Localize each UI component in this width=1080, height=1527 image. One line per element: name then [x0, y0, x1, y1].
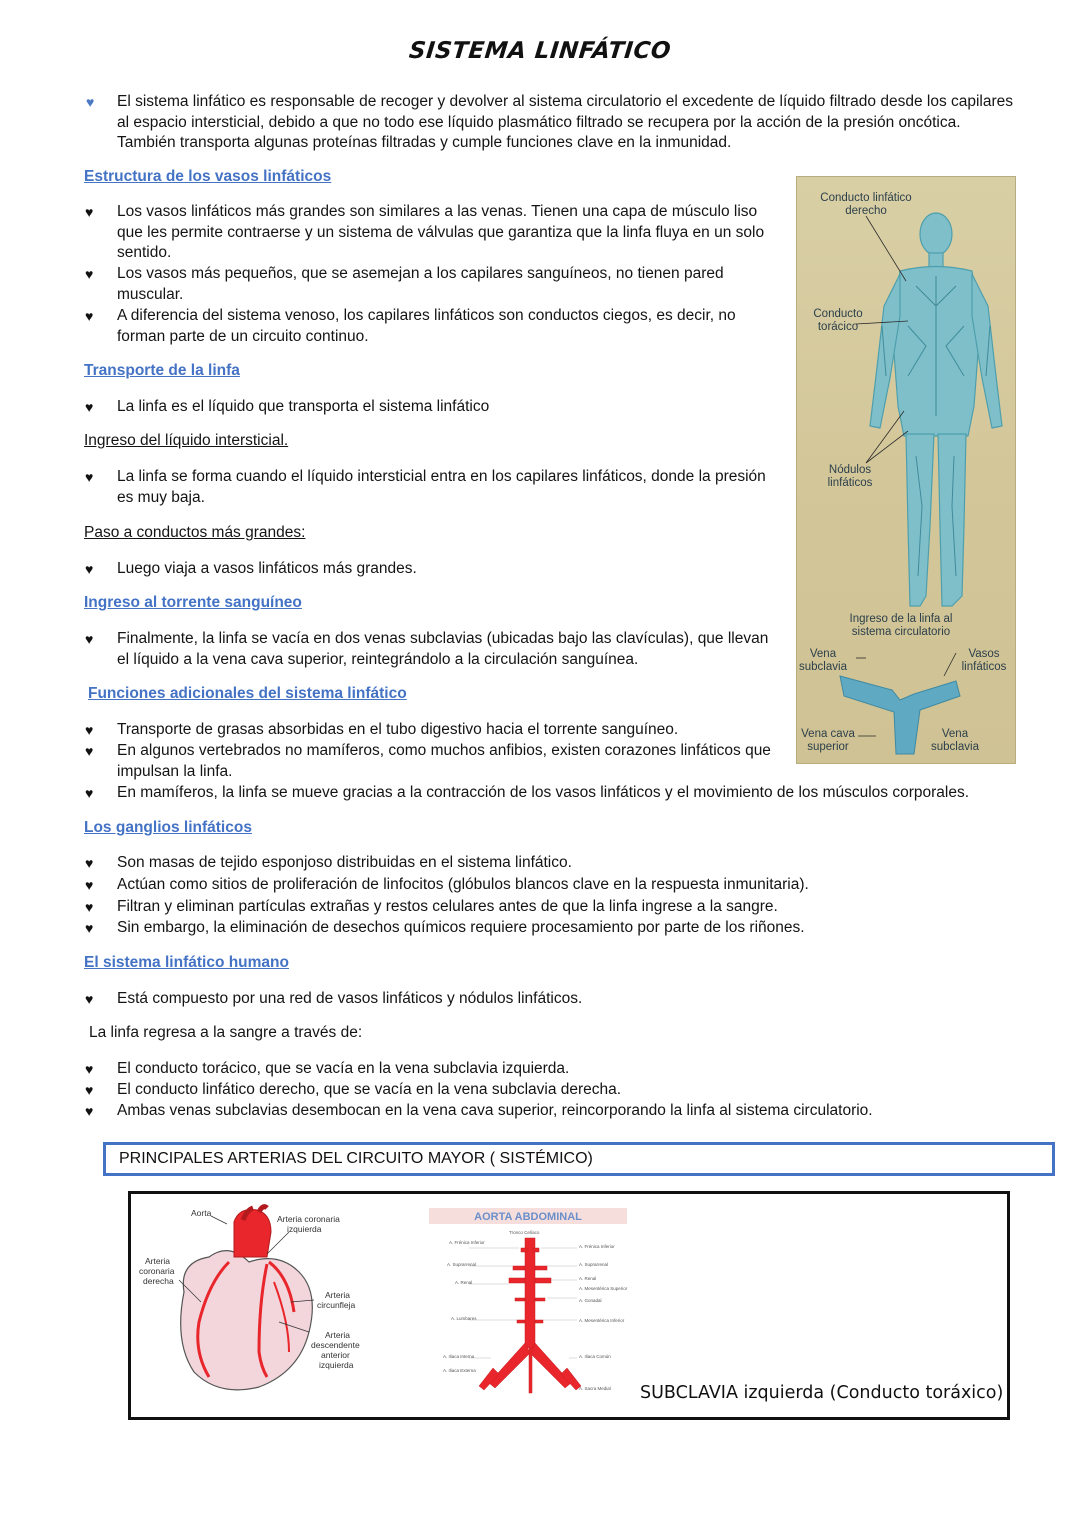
heart-label-right-coronary-3: derecha	[143, 1276, 174, 1286]
structure-item-3: A diferencia del sistema venoso, los capilares linfáticos son conductos ciegos, es decir, no forman parte de un circuito continuo.	[117, 307, 736, 345]
label-thoracic-duct: Conducto torácico	[813, 308, 863, 333]
heart-bullet-icon: ♥	[85, 743, 94, 759]
abdominal-left-label-1: A. Frénica Inferior	[449, 1240, 485, 1245]
heart-bullet-icon: ♥	[85, 266, 94, 282]
abdominal-left-label-2: A. Suprarrenal	[447, 1262, 477, 1267]
section-heading-ganglia: Los ganglios linfáticos	[84, 819, 252, 836]
heart-bullet-icon: ♥	[86, 94, 95, 110]
transport-item-3: Luego viaja a vasos linfáticos más grandes.	[117, 560, 417, 577]
arteries-title: PRINCIPALES ARTERIAS DEL CIRCUITO MAYOR ( SISTÉMICO)	[119, 1150, 593, 1167]
subheading-interstitial: Ingreso del líquido intersticial.	[84, 432, 289, 449]
ganglia-item-4: Sin embargo, la eliminación de desechos químicos requiere procesamiento por parte de los riñones.	[117, 919, 805, 936]
section-heading-transport: Transporte de la linfa	[84, 362, 240, 379]
heart-coronary-diagram	[139, 1202, 379, 1402]
transport-item: La linfa es el líquido que transporta el sistema linfático	[117, 398, 490, 415]
heart-label-circumflex-1: Arteria	[325, 1290, 351, 1300]
human-item: Está compuesto por una red de vasos linfáticos y nódulos linfáticos.	[117, 990, 583, 1007]
functions-item-1: Transporte de grasas absorbidas en el tubo digestivo hacia el torrente sanguíneo.	[117, 721, 679, 738]
abdominal-right-label-1: A. Frénica Inferior	[579, 1244, 615, 1249]
heart-bullet-icon: ♥	[85, 204, 94, 220]
abdominal-left-label-5: A. Iliaca Interna	[443, 1354, 475, 1359]
section-heading-bloodstream: Ingreso al torrente sanguíneo	[84, 594, 302, 611]
human-item-3: Ambas venas subclavias desembocan en la vena cava superior, reincorporando la linfa al sistema circulatorio.	[117, 1102, 873, 1119]
heart-bullet-icon: ♥	[85, 1103, 94, 1119]
figure-caption-subclavia: SUBCLAVIA izquierda (Conducto toráxico)	[640, 1383, 1004, 1403]
human-intro: La linfa regresa a la sangre a través de:	[89, 1024, 363, 1041]
label-lymphatic-vessels: Vasos linfáticos	[961, 648, 1007, 673]
heart-label-lad-4: izquierda	[319, 1360, 354, 1370]
heart-bullet-icon: ♥	[85, 561, 94, 577]
heart-label-left-coronary: Arteria coronaria izquierda	[277, 1214, 340, 1234]
ganglia-item-1: Son masas de tejido esponjoso distribuidas en el sistema linfático.	[117, 854, 572, 871]
intro-paragraph: El sistema linfático es responsable de recoger y devolver al sistema circulatorio el excedente de líquido filtrado desde los capilares al espacio intersticial, debido a que no todo ese líquido plasmático filtrado se recupera por la acción de la presión oncótica. También transporta algunas proteínas filtradas y cumple funciones clave en la inmunidad.	[117, 93, 1014, 151]
heart-label-circumflex-2: circunfleja	[317, 1300, 356, 1310]
section-heading-structure: Estructura de los vasos linfáticos	[84, 168, 332, 185]
abdominal-aorta-diagram	[429, 1208, 629, 1408]
arteries-title-box	[103, 1142, 1055, 1176]
abdominal-left-label-3: A. Renal	[455, 1280, 473, 1285]
subheading-larger-ducts: Paso a conductos más grandes:	[84, 524, 306, 541]
heart-label-lad-1: Arteria	[325, 1330, 351, 1340]
abdominal-label-celiac: Tronco Celíaco	[509, 1230, 540, 1235]
heart-bullet-icon: ♥	[85, 1061, 94, 1077]
label-entry-circulation: Ingreso de la linfa al sistema circulatorio	[849, 613, 953, 638]
heart-label-lad-3: anterior	[321, 1350, 350, 1360]
abdominal-right-label-5: A. Gonadal	[579, 1298, 602, 1303]
ganglia-item-3: Filtran y eliminan partículas extrañas y restos celulares antes de que la linfa ingrese a la sangre.	[117, 898, 778, 915]
section-heading-functions: Funciones adicionales del sistema linfático	[88, 685, 407, 702]
abdominal-right-label-8: A. Sacra Medial	[579, 1386, 611, 1391]
abdominal-left-label-6: A. Iliaca Externa	[443, 1368, 476, 1373]
heart-label-aorta: Aorta	[191, 1208, 212, 1218]
abdominal-right-label-7: A. Iliaca Común	[579, 1354, 611, 1359]
heart-bullet-icon: ♥	[85, 785, 94, 801]
bloodstream-item: Finalmente, la linfa se vacía en dos venas subclavias (ubicadas bajo las clavículas), que llevan el líquido a la vena cava superior, reintegrándolo a la circulación sanguínea.	[117, 630, 769, 668]
structure-item-2: Los vasos más pequeños, que se asemejan a los capilares sanguíneos, no tienen pared muscular.	[117, 265, 724, 303]
abdominal-right-label-4: A. Mesentérica Superior	[579, 1286, 628, 1291]
label-subclavian-vein-right: Vena subclavia	[931, 728, 979, 753]
heart-bullet-icon: ♥	[85, 722, 94, 738]
page-title: SISTEMA LINFÁTICO	[407, 38, 673, 64]
label-subclavian-vein-left: Vena subclavia	[799, 648, 847, 673]
label-lymph-nodes: Nódulos linfáticos	[827, 464, 873, 489]
abdominal-aorta-title: AORTA ABDOMINAL	[474, 1211, 582, 1223]
lymphatic-system-illustration	[796, 176, 1016, 764]
heart-bullet-icon: ♥	[85, 469, 94, 485]
human-item-2: El conducto linfático derecho, que se vacía en la vena subclavia derecha.	[117, 1081, 622, 1098]
heart-label-lad-2: descendente	[311, 1340, 360, 1350]
heart-bullet-icon: ♥	[85, 877, 94, 893]
label-right-lymphatic-duct: Conducto linfático derecho	[820, 192, 912, 217]
heart-bullet-icon: ♥	[85, 631, 94, 647]
ganglia-item-2: Actúan como sitios de proliferación de linfocitos (glóbulos blancos clave en la respuesta inmunitaria).	[117, 876, 809, 893]
functions-item-2: En algunos vertebrados no mamíferos, como muchos anfibios, existen corazones linfáticos que impulsan la linfa.	[117, 742, 771, 780]
transport-item-2: La linfa se forma cuando el líquido intersticial entra en los capilares linfáticos, donde la presión es muy baja.	[117, 468, 766, 506]
heart-label-right-coronary-1: Arteria	[145, 1256, 171, 1266]
abdominal-right-label-6: A. Mesentérica Inferior	[579, 1318, 625, 1323]
abdominal-left-label-4: A. Lumbares	[451, 1316, 477, 1321]
human-item-1: El conducto torácico, que se vacía en la vena subclavia izquierda.	[117, 1060, 570, 1077]
functions-item-3: En mamíferos, la linfa se mueve gracias a la contracción de los vasos linfáticos y el movimiento de los músculos corporales.	[117, 784, 970, 801]
heart-bullet-icon: ♥	[85, 399, 94, 415]
heart-bullet-icon: ♥	[85, 1082, 94, 1098]
heart-label-right-coronary-2: coronaria	[139, 1266, 175, 1276]
abdominal-right-label-3: A. Renal	[579, 1276, 597, 1281]
abdominal-right-label-2: A. Suprarrenal	[579, 1262, 609, 1267]
section-heading-human: El sistema linfático humano	[84, 954, 289, 971]
structure-item-1: Los vasos linfáticos más grandes son similares a las venas. Tienen una capa de músculo liso que les permite contraerse y un sistema de válvulas que garantiza que la linfa fluya en un solo sentido.	[117, 203, 765, 261]
label-superior-vena-cava: Vena cava superior	[801, 728, 855, 753]
heart-bullet-icon: ♥	[85, 308, 94, 324]
heart-bullet-icon: ♥	[85, 855, 94, 871]
heart-bullet-icon: ♥	[85, 991, 94, 1007]
heart-bullet-icon: ♥	[85, 899, 94, 915]
heart-bullet-icon: ♥	[85, 920, 94, 936]
